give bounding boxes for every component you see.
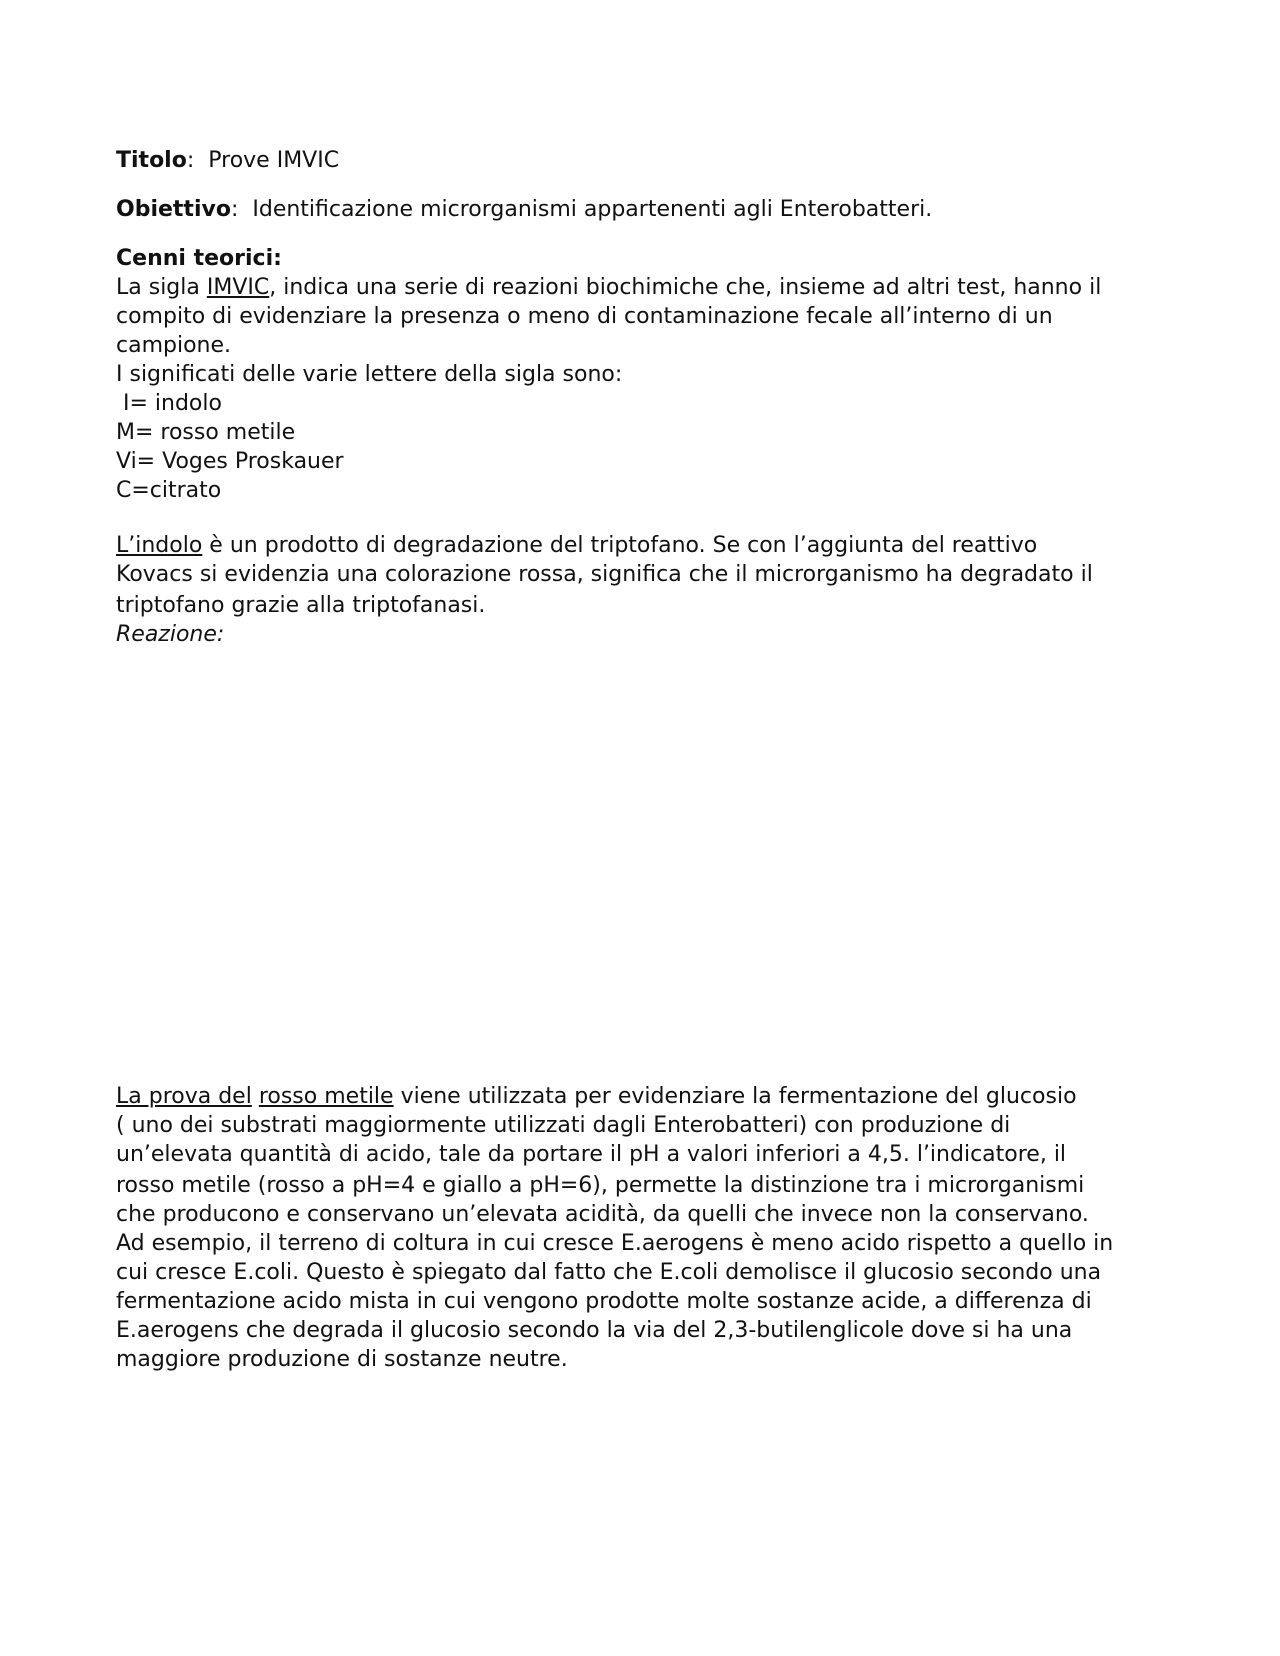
methyl-red-line: maggiore produzione di sostanze neutre. [116,1347,568,1372]
theory-section [116,244,1176,505]
indole-line-1-text: è un prodotto di degradazione del triptofano. Se con l’aggiunta del reattivo [202,533,1038,558]
objective-line [116,195,1176,224]
indole-term: L’indolo [116,533,203,558]
methyl-red-term: rosso metile [258,1084,394,1109]
title-line [116,146,1176,175]
methyl-red-line: che producono e conservano un’elevata acidità, da quelli che invece non la conservano. [116,1202,1089,1227]
methyl-red-section [116,1082,1176,1374]
theory-intro-pre: La sigla [116,275,207,300]
indole-section [116,531,1176,649]
theory-intro-line-2: compito di evidenziare la presenza o meno di contaminazione fecale all’interno di un [116,304,1053,329]
theory-intro-line-1 [116,273,1176,302]
indole-line-3: triptofano grazie alla triptofanasi. [116,593,486,618]
objective-separator: : [230,197,239,222]
methyl-red-line: E.aerogens che degrada il glucosio secondo la via del 2,3-butilenglicole dove si ha una [116,1318,1073,1343]
methyl-red-line: cui cresce E.coli. Questo è spiegato dal fatto che E.coli demolisce il glucosio secondo una [116,1260,1102,1285]
imvic-term: IMVIC [206,275,270,300]
meanings-intro: I significati delle varie lettere della sigla sono: [116,362,623,387]
methyl-red-line-1-text: viene utilizzata per evidenziare la fermentazione del glucosio [393,1084,1077,1109]
meaning-item: I= indolo [116,391,222,416]
meaning-item: M= rosso metile [116,420,296,445]
title-label: Titolo [116,148,187,173]
test-term: La prova del [116,1084,252,1109]
objective-label: Obiettivo [116,197,231,222]
methyl-red-line-1 [116,1082,1176,1111]
methyl-red-line: fermentazione acido mista in cui vengono prodotte molte sostanze acide, a differenza di [116,1289,1092,1314]
methyl-red-line: Ad esempio, il terreno di coltura in cui cresce E.aerogens è meno acido rispetto a quello in [116,1231,1114,1256]
meaning-item: Vi= Voges Proskauer [116,449,344,474]
theory-intro-line-3: campione. [116,333,232,358]
title-separator: : [186,148,195,173]
objective-value: Identificazione microrganismi appartenenti agli Enterobatteri. [252,197,933,222]
indole-line-2: Kovacs si evidenzia una colorazione rossa, significa che il microrganismo ha degradato il [116,562,1093,587]
theory-intro-post: , indica una serie di reazioni biochimiche che, insieme ad altri test, hanno il [269,275,1102,300]
meaning-item: C=citrato [116,478,222,503]
reaction-label: Reazione: [116,622,225,647]
theory-heading: Cenni teorici: [116,246,282,271]
methyl-red-line: rosso metile (rosso a pH=4 e giallo a pH=6), permette la distinzione tra i microrganismi [116,1173,1085,1198]
methyl-red-line: un’elevata quantità di acido, tale da portare il pH a valori inferiori a 4,5. l’indicatore, il [116,1142,1067,1167]
title-value: Prove IMVIC [208,148,340,173]
methyl-red-line: ( uno dei substrati maggiormente utilizzati dagli Enterobatteri) con produzione di [116,1113,1011,1138]
indole-line-1 [116,531,1176,560]
